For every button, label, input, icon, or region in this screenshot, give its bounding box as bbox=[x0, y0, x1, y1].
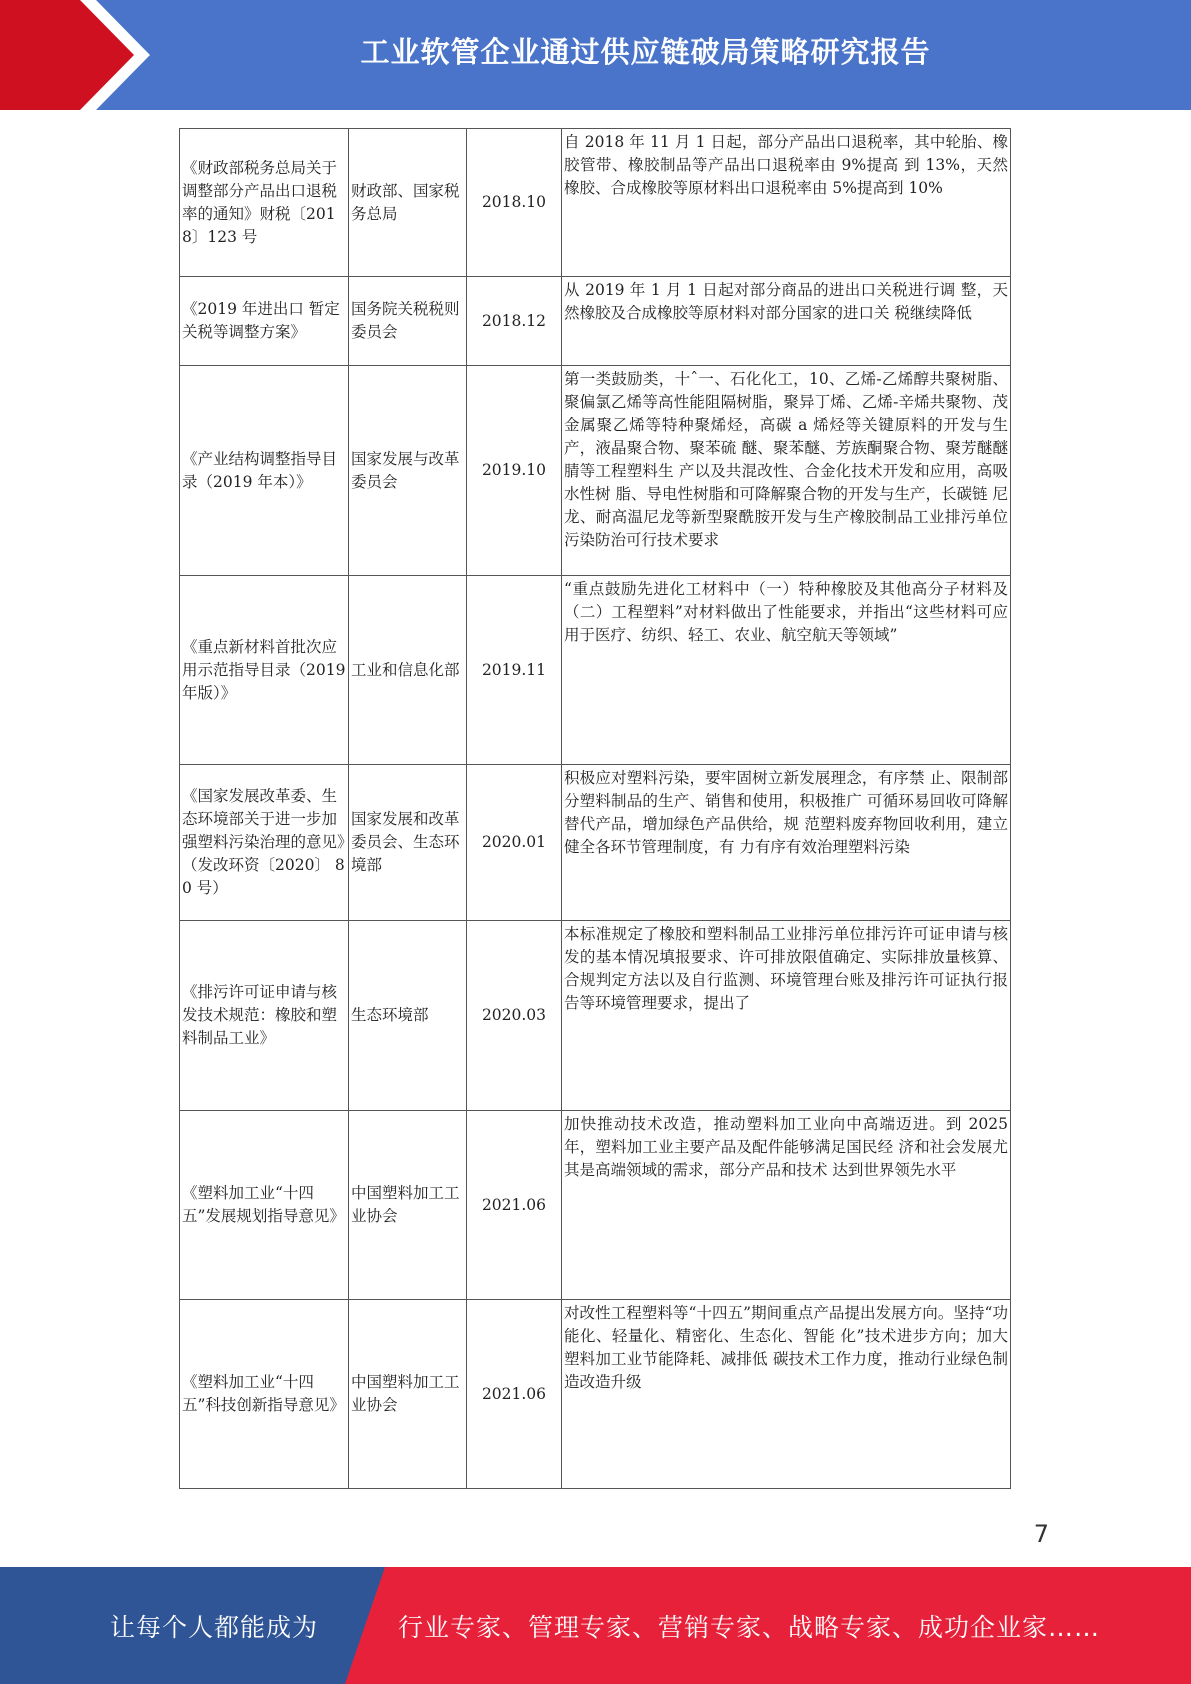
page-header bbox=[0, 0, 1191, 110]
date-cell: 2018.12 bbox=[467, 277, 562, 366]
date-cell: 2021.06 bbox=[467, 1111, 562, 1300]
table-row bbox=[180, 921, 1011, 1111]
content-cell: 对改性工程塑料等“十四五”期间重点产品提出发展方向。坚持“功能化、轻量化、精密化、生态化、智能 化”技术进步方向；加大塑料加工业节能降耗、减排低 碳技术工作力度，推动行业绿色制造改造升级 bbox=[562, 1300, 1011, 1489]
issuer-cell: 国家发展与改革委员会 bbox=[349, 366, 467, 576]
footer-slogan-left: 让每个人都能成为 bbox=[110, 1612, 319, 1642]
page-number: 7 bbox=[1033, 1520, 1049, 1548]
content-cell: 本标准规定了橡胶和塑料制品工业排污单位排污许可证申请与核发的基本情况填报要求、许可排放限值确定、实际排放量核算、合规判定方法以及自行监测、环境管理台账及排污许可证执行报告等环境管理要求，提出了 bbox=[562, 921, 1011, 1111]
content-cell: 加快推动技术改造，推动塑料加工业向中高端迈进。到 2025 年，塑料加工业主要产品及配件能够满足国民经 济和社会发展尤其是高端领域的需求，部分产品和技术 达到世界领先水平 bbox=[562, 1111, 1011, 1300]
content-cell: 积极应对塑料污染，要牢固树立新发展理念，有序禁 止、限制部分塑料制品的生产、销售和使用，积极推广 可循环易回收可降解替代产品，增加绿色产品供给，规 范塑料废弃物回收利用，建立健全各环节管理制度，有 力有序有效治理塑料污染 bbox=[562, 765, 1011, 921]
date-cell: 2020.01 bbox=[467, 765, 562, 921]
footer-slogan-right: 行业专家、管理专家、营销专家、战略专家、成功企业家…… bbox=[398, 1612, 1101, 1642]
issuer-cell: 国务院关税税则委员会 bbox=[349, 277, 467, 366]
issuer-cell: 财政部、国家税务总局 bbox=[349, 129, 467, 277]
policy-name-cell: 《重点新材料首批次应用示范指导目录（2019 年版）》 bbox=[180, 576, 349, 765]
date-cell: 2019.11 bbox=[467, 576, 562, 765]
policy-name-cell: 《塑料加工业“十四五”科技创新指导意见》 bbox=[180, 1300, 349, 1489]
policy-name-cell: 《产业结构调整指导目录（2019 年本）》 bbox=[180, 366, 349, 576]
date-cell: 2019.10 bbox=[467, 366, 562, 576]
content-cell: 第一类鼓励类，十ˆ一、石化化工，10、乙烯-乙烯醇共聚树脂、聚偏氯乙烯等高性能阻隔树脂，聚异丁烯、乙烯-辛烯共聚物、茂金属聚乙烯等特种聚烯烃，高碳 a 烯烃等关键原料的开发与生产，液晶聚合物、聚苯硫 醚、聚苯醚、芳族酮聚合物、聚芳醚醚腈等工程塑料生 产以及共混改性、合金化技术开发和应用，高吸水性树 脂、导电性树脂和可降解聚合物的开发与生产，长碳链 尼龙、耐高温尼龙等新型聚酰胺开发与生产橡胶制品工业排污单位污染防治可行技术要求 bbox=[562, 366, 1011, 576]
policy-name-cell: 《财政部税务总局关于调整部分产品出口退税率的通知》财税〔2018〕123 号 bbox=[180, 129, 349, 277]
policy-name-cell: 《国家发展改革委、生态环境部关于进一步加强塑料污染治理的意见》（发改环资〔2020〕 80 号） bbox=[180, 765, 349, 921]
report-title: 工业软管企业通过供应链破局策略研究报告 bbox=[360, 34, 931, 69]
content-cell: “重点鼓励先进化工材料中（一）特种橡胶及其他高分子材料及（二）工程塑料”对材料做出了性能要求，并指出“这些材料可应用于医疗、纺织、轻工、农业、航空航天等领域” bbox=[562, 576, 1011, 765]
date-cell: 2018.10 bbox=[467, 129, 562, 277]
date-cell: 2021.06 bbox=[467, 1300, 562, 1489]
policy-table-container bbox=[179, 128, 1011, 1489]
issuer-cell: 生态环境部 bbox=[349, 921, 467, 1111]
issuer-cell: 中国塑料加工工业协会 bbox=[349, 1300, 467, 1489]
table-row bbox=[180, 576, 1011, 765]
policy-name-cell: 《2019 年进出口 暂定关税等调整方案》 bbox=[180, 277, 349, 366]
table-row bbox=[180, 1300, 1011, 1489]
table-row bbox=[180, 129, 1011, 277]
policy-name-cell: 《排污许可证申请与核发技术规范：橡胶和塑料制品工业》 bbox=[180, 921, 349, 1111]
table-row bbox=[180, 277, 1011, 366]
date-cell: 2020.03 bbox=[467, 921, 562, 1111]
content-cell: 从 2019 年 1 月 1 日起对部分商品的进出口关税进行调 整，天然橡胶及合成橡胶等原材料对部分国家的进口关 税继续降低 bbox=[562, 277, 1011, 366]
issuer-cell: 工业和信息化部 bbox=[349, 576, 467, 765]
table-row bbox=[180, 765, 1011, 921]
content-cell: 自 2018 年 11 月 1 日起，部分产品出口退税率，其中轮胎、橡胶管带、橡胶制品等产品出口退税率由 9%提高 到 13%，天然橡胶、合成橡胶等原材料出口退税率由 5%提高到 10% bbox=[562, 129, 1011, 277]
table-row bbox=[180, 1111, 1011, 1300]
policy-table bbox=[179, 128, 1011, 1489]
policy-name-cell: 《塑料加工业“十四五”发展规划指导意见》 bbox=[180, 1111, 349, 1300]
issuer-cell: 国家发展和改革委员会、生态环境部 bbox=[349, 765, 467, 921]
table-row bbox=[180, 366, 1011, 576]
page-footer bbox=[0, 1567, 1191, 1684]
issuer-cell: 中国塑料加工工业协会 bbox=[349, 1111, 467, 1300]
